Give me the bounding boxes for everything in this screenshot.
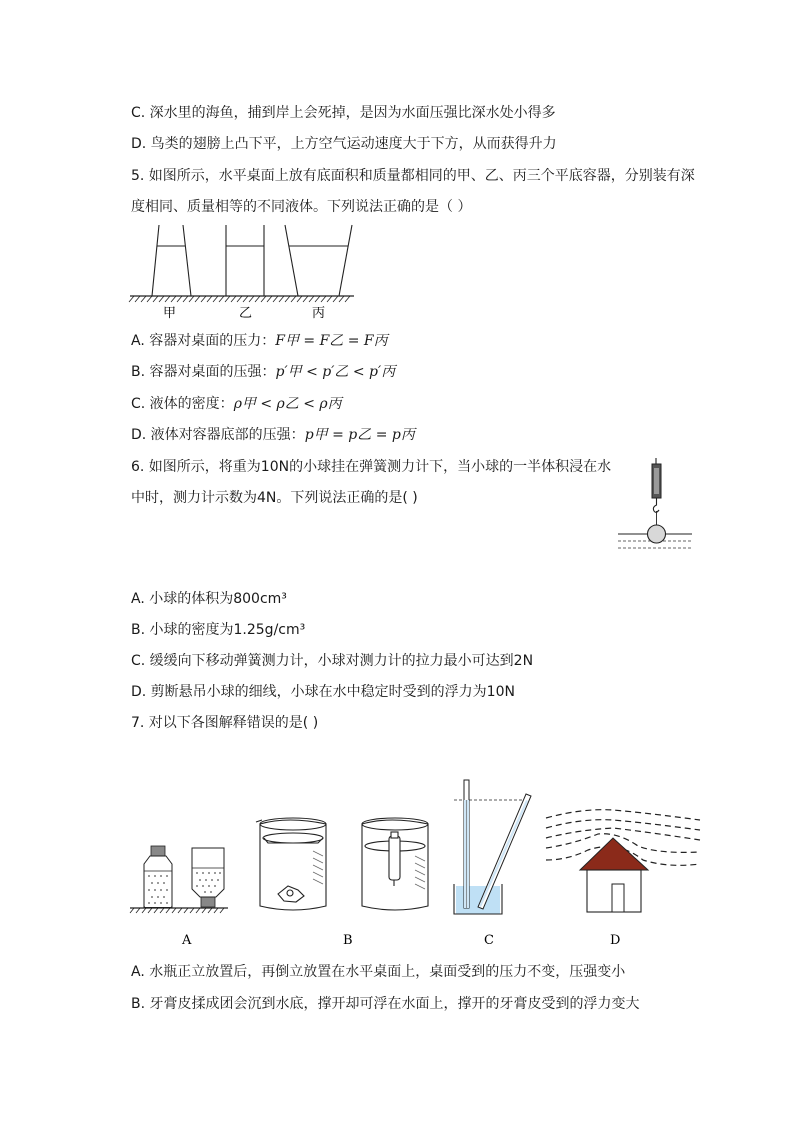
q5-option-d: D. 液体对容器底部的压强：p甲 = p乙 = p丙 — [131, 427, 415, 443]
q7-label-b: B — [343, 933, 353, 948]
q6-option-b: B. 小球的密度为1.25g/cm³ — [131, 622, 306, 638]
q5-label-yi: 乙 — [239, 306, 253, 321]
q6-stem-line1: 6. 如图所示，将重为10N的小球挂在弹簧测力计下，当小球的一半体积浸在水 — [131, 459, 612, 475]
q7-stem: 7. 对以下各图解释错误的是( ) — [131, 715, 319, 731]
q7-label-a: A — [182, 933, 192, 948]
q5-option-b: B. 容器对桌面的压强：p′甲 < p′乙 < p′丙 — [131, 364, 396, 380]
q7-fig-a-bottles — [130, 846, 228, 913]
q6-option-c: C. 缓缓向下移动弹簧测力计，小球对测力计的拉力最小可达到2N — [131, 653, 534, 669]
q7-option-a: A. 水瓶正立放置后，再倒立放置在水平桌面上，桌面受到的压力不变，压强变小 — [131, 964, 626, 980]
q6-figure-spring-scale — [614, 458, 696, 554]
q5-option-a: A. 容器对桌面的压力：F甲 = F乙 = F丙 — [131, 333, 388, 349]
q7-label-d: D — [610, 933, 621, 948]
q5-stem-line2: 度相同、质量相等的不同液体。下列说法正确的是（ ） — [131, 199, 472, 215]
q5-label-bing: 丙 — [312, 306, 326, 321]
q5-figure-containers — [128, 222, 360, 322]
q4-option-d: D. 鸟类的翅膀上凸下平，上方空气运动速度大于下方，从而获得升力 — [131, 136, 557, 152]
q5-stem-line1: 5. 如图所示，水平桌面上放有底面积和质量都相同的甲、乙、丙三个平底容器，分别装有深 — [131, 168, 695, 184]
q6-option-a: A. 小球的体积为800cm³ — [131, 591, 287, 607]
q4-option-c: C. 深水里的海鱼，捕到岸上会死掉，是因为水面压强比深水处小得多 — [131, 105, 556, 121]
q7-figure — [128, 776, 708, 951]
q5-option-c: C. 液体的密度：ρ甲 < ρ乙 < ρ丙 — [131, 396, 342, 412]
q7-label-c: C — [484, 933, 494, 948]
q5-label-jia: 甲 — [163, 306, 177, 321]
q6-option-d: D. 剪断悬吊小球的细线，小球在水中稳定时受到的浮力为10N — [131, 684, 515, 700]
q6-stem-line2: 中时，测力计示数为4N。下列说法正确的是( ) — [131, 490, 418, 506]
q7-option-b: B. 牙膏皮揉成团会沉到水底，撑开却可浮在水面上，撑开的牙膏皮受到的浮力变大 — [131, 996, 640, 1012]
